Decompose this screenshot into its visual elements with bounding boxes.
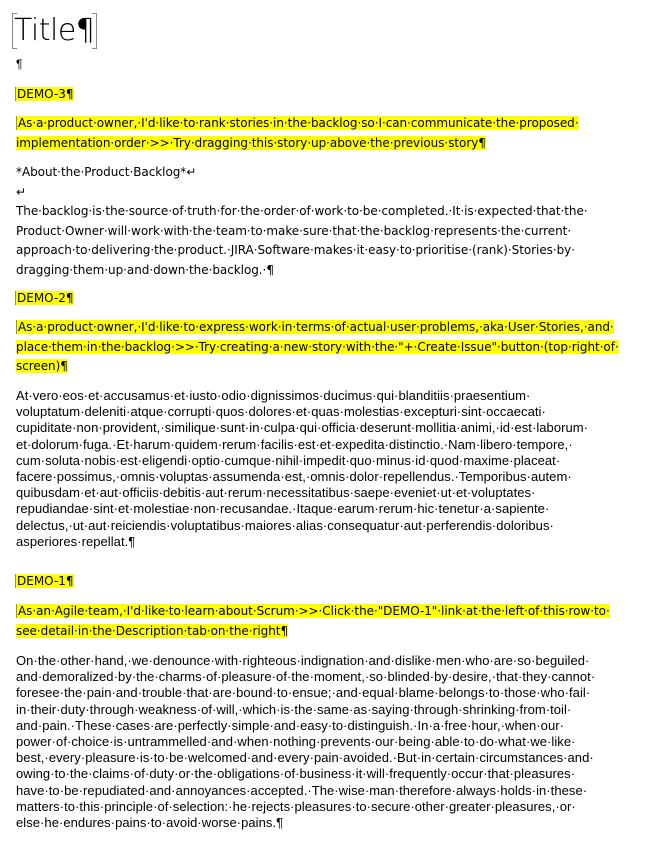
summary-line: see·detail·in·the·Description·tab·on·the·right¶ [16, 623, 289, 638]
summary-line: screen)¶ [16, 359, 68, 373]
backlog-line: The·backlog·is·the·source·of·truth·for·the·order·of·work·to·be·completed.·It·is·expected·that·the· [16, 204, 588, 218]
backlog-heading: *About·the·Product·Backlog*↵ [16, 165, 197, 179]
summary-line: As·a·product·owner,·I'd·like·to·rank·stories·in·the·backlog·so·I·can·communicate·the·proposed· [18, 116, 579, 130]
issue-key-demo-1[interactable] [15, 572, 74, 590]
lorem-paragraph-1[interactable] [16, 388, 631, 550]
issue-key-demo-2[interactable] [15, 289, 74, 307]
paragraph-line: cupiditate·non·provident,·similique·sunt·in·culpa·qui·officia·deserunt·mollitia·animi,·id·est·laborum· [16, 420, 589, 436]
line-break-mark: ↵ [16, 184, 27, 199]
summary-line: place·them·in·the·backlog·>>·Try·creating·a·new·story·with·the·"+·Create·Issue"·button·(top·right·of· [16, 339, 619, 354]
paragraph-line: foresee·the·pain·and·trouble·that·are·bound·to·ensue;·and·equal·blame·belongs·to·those·who·fail· [16, 685, 591, 701]
backlog-line: dragging·them·up·and·down·the·backlog.·¶ [16, 262, 274, 277]
issue-summary-demo-3[interactable] [16, 114, 628, 153]
paragraph-line: else·he·endures·pains·to·avoid·worse·pains.¶ [16, 815, 284, 831]
paragraph-line: matters·to·this·principle·of·selection:·he·rejects·pleasures·to·secure·other·greater·pleasures,·or· [16, 798, 576, 814]
paragraph-line: and·pain.·These·cases·are·perfectly·simple·and·easy·to·distinguish.·In·a·free·hour,·when·our· [16, 717, 564, 733]
issue-summary-demo-1[interactable] [16, 602, 628, 641]
backlog-line: approach·to·delivering·the·product.·JIRA·Software·makes·it·easy·to·prioritise·(rank)·Stories·by· [16, 243, 575, 257]
paragraph-line: power·of·choice·is·untrammelled·and·when·nothing·prevents·our·being·able·to·do·what·we·like· [16, 734, 576, 750]
paragraph-line: have·to·be·repudiated·and·annoyances·accepted.·The·wise·man·therefore·always·holds·in·these· [16, 782, 588, 798]
backlog-description[interactable] [16, 163, 628, 280]
issue-key-text: DEMO-3¶ [17, 87, 74, 101]
paragraph-line: quibusdam·et·aut·officiis·debitis·aut·rerum·necessitatibus·saepe·eveniet·ut·et·voluptates· [16, 485, 536, 501]
document-title[interactable] [14, 8, 94, 54]
issue-summary-demo-2[interactable] [16, 318, 628, 377]
summary-line: implementation·order·>>·Try·dragging·this·story·up·above·the·previous·story¶ [16, 135, 486, 150]
paragraph-line: On·the·other·hand,·we·denounce·with·righteous·indignation·and·dislike·men·who·are·so·beguiled· [16, 653, 590, 668]
paragraph-line: At·vero·eos·et·accusamus·et·iusto·odio·dignissimos·ducimus·qui·blanditiis·praesentium· [16, 388, 531, 403]
empty-paragraph-mark: ¶ [16, 57, 23, 71]
lorem-paragraph-2[interactable] [16, 653, 631, 831]
issue-key-text: DEMO-1¶ [17, 574, 74, 588]
backlog-line: Product·Owner·will·work·with·the·team·to·make·sure·that·the·backlog·represents·the·current· [16, 223, 572, 238]
title-content-control[interactable] [14, 8, 94, 54]
paragraph-line: and·demoralized·by·the·charms·of·pleasure·of·the·moment,·so·blinded·by·desire,·that·they·cannot· [16, 669, 596, 685]
paragraph-line: owing·to·the·claims·of·duty·or·the·obligations·of·business·it·will·frequently·occur·that·pleasures· [16, 766, 576, 782]
paragraph-line: delectus,·ut·aut·reiciendis·voluptatibus·maiores·alias·consequatur·aut·perferendis·doloribus· [16, 517, 554, 533]
paragraph-line: asperiores·repellat.¶ [16, 533, 136, 549]
paragraph-line: et·dolorum·fuga.·Et·harum·quidem·rerum·facilis·est·et·expedita·distinctio.·Nam·libero·tempore,· [16, 436, 573, 452]
issue-key-demo-3[interactable] [15, 85, 74, 103]
paragraph-line: cum·soluta·nobis·est·eligendi·optio·cumque·nihil·impedit·quo·minus·id·quod·maxime·placeat· [16, 452, 561, 468]
title-text: Title¶ [14, 13, 95, 48]
issue-key-text: DEMO-2¶ [17, 291, 74, 305]
paragraph-line: voluptatum·deleniti·atque·corrupti·quos·dolores·et·quas·molestias·excepturi·sint·occaecati· [16, 404, 546, 420]
paragraph-line: best,·every·pleasure·is·to·be·welcomed·and·every·pain·avoided.·But·in·certain·circumstances·and· [16, 750, 594, 766]
paragraph-line: facere·possimus,·omnis·voluptas·assumenda·est,·omnis·dolor·repellendus.·Temporibus·autem· [16, 469, 572, 485]
summary-line: As·a·product·owner,·I'd·like·to·express·work·in·terms·of·actual·user·problems,·aka·User·Stories,·and· [18, 320, 614, 334]
paragraph-line: repudiandae·sint·et·molestiae·non·recusandae.·Itaque·earum·rerum·hic·tenetur·a·sapiente· [16, 501, 550, 517]
paragraph-line: in·their·duty·through·weakness·of·will,·which·is·the·same·as·saying·through·shrinking·from·toil· [16, 701, 572, 717]
summary-line: As·an·Agile·team,·I'd·like·to·learn·about·Scrum·>>·Click·the·"DEMO-1"·link·at·the·left·of·this·row·to· [18, 604, 610, 618]
